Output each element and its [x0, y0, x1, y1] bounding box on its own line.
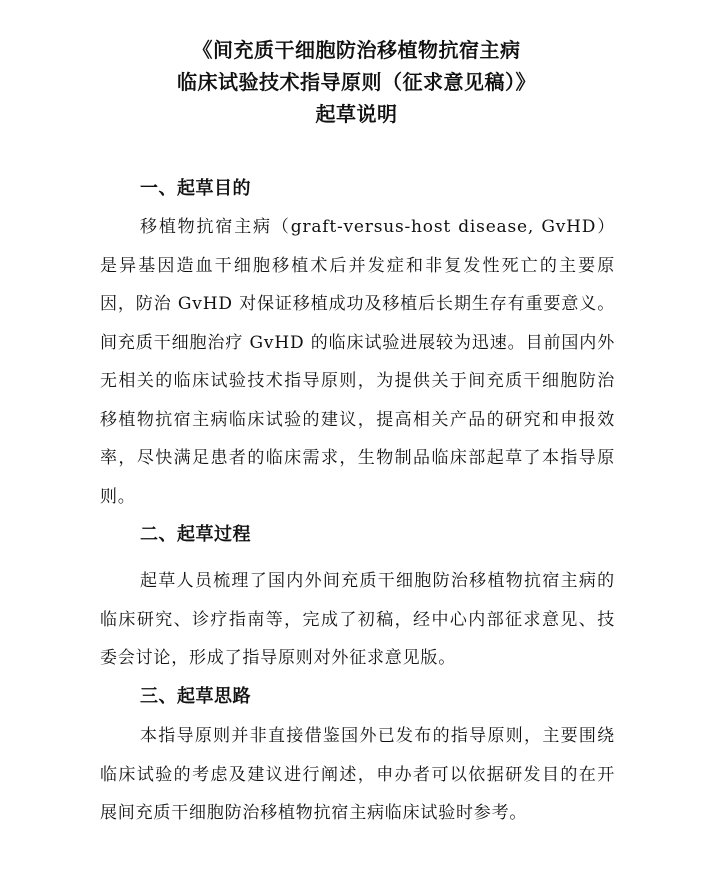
title-line-2: 临床试验技术指导原则（征求意见稿）》: [177, 70, 536, 94]
section-1-paragraph: 移植物抗宿主病（graft-versus-host disease, GvHD）是异基因造血干细胞移植术后并发症和非复发性死亡的主要原因，防治 GvHD 对保证移植成功及移植后长期生存有重要意义。间充质干细胞治疗 GvHD 的临床试验进展较为迅速。目前国内外无相关的临床试验技术指导原则，为提供关于间充质干细胞防治移植物抗宿主病临床试验的建议，提高相关产品的研究和申报效率，尽快满足患者的临床需求，生物制品临床部起草了本指导原则。: [100, 217, 615, 507]
title-line-1: 《间充质干细胞防治移植物抗宿主病: [192, 38, 521, 62]
section-2-heading: 二、起草过程: [140, 524, 251, 545]
section-3-heading: 三、起草思路: [140, 686, 251, 707]
section-1-heading: 一、起草目的: [140, 178, 251, 199]
title-line-3: 起草说明: [315, 102, 398, 126]
section-2-paragraph: 起草人员梳理了国内外间充质干细胞防治移植物抗宿主病的临床研究、诊疗指南等，完成了初稿，经中心内部征求意见、技委会讨论，形成了指导原则对外征求意见版。: [100, 571, 615, 668]
document-title: [0, 34, 713, 130]
section-3-paragraph: 本指导原则并非直接借鉴国外已发布的指导原则，主要围绕临床试验的考虑及建议进行阐述，申办者可以依据研发目的在开展间充质干细胞防治移植物抗宿主病临床试验时参考。: [100, 726, 615, 823]
